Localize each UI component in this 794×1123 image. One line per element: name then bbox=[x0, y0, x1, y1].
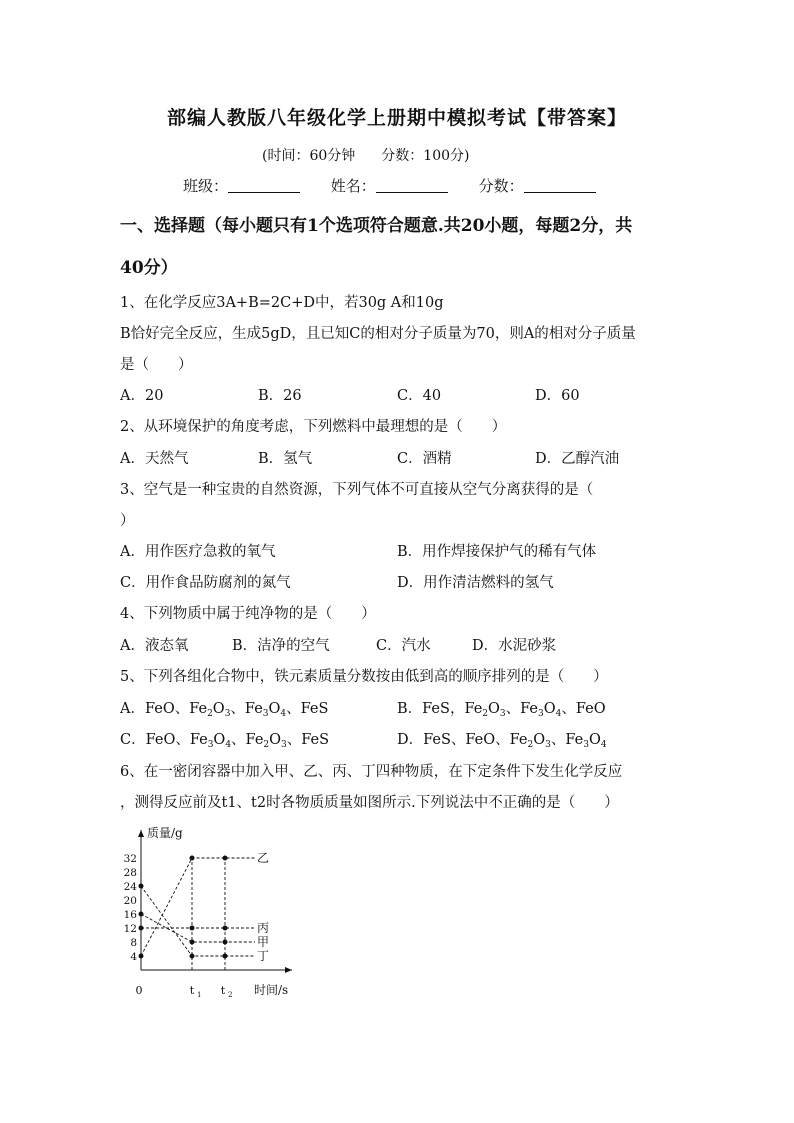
x-tick-sub: 2 bbox=[228, 991, 233, 999]
q2-option-c: C．酒精 bbox=[397, 451, 452, 467]
x-axis-title: 时间/s bbox=[254, 983, 289, 997]
q4-option-a: A．液态氧 bbox=[120, 638, 189, 654]
x-tick-label: t bbox=[189, 984, 195, 997]
data-point bbox=[190, 954, 195, 959]
x-axis-arrow bbox=[285, 967, 292, 973]
x-tick-sub: 1 bbox=[197, 991, 202, 999]
data-point bbox=[139, 954, 144, 959]
score-blank bbox=[524, 178, 596, 193]
y-tick-label: 24 bbox=[123, 881, 137, 893]
data-point bbox=[139, 884, 144, 889]
question-5-line1: 5、下列各组化合物中，铁元素质量分数按由低到高的顺序排列的是（ ） bbox=[120, 669, 608, 685]
question-3-line1: 3、空气是一种宝贵的自然资源，下列气体不可直接从空气分离获得的是（ bbox=[120, 482, 594, 498]
class-blank bbox=[228, 178, 300, 193]
q1-option-d: D．60 bbox=[535, 388, 580, 404]
y-tick-label: 8 bbox=[130, 937, 137, 949]
x-tick-label: 0 bbox=[135, 984, 143, 997]
y-tick-label: 16 bbox=[123, 909, 137, 921]
q5-option-b: B．FeS，$Fe_2O_3$、$Fe_3O_4$、FeO bbox=[397, 701, 606, 719]
section-title-line1: 一、选择题（每小题只有1个选项符合题意.共20小题，每题2分，共 bbox=[120, 216, 633, 236]
q5-option-a: A．FeO、$Fe_2O_3$、$Fe_3O_4$、FeS bbox=[120, 701, 329, 719]
name-field bbox=[331, 175, 448, 196]
data-point bbox=[190, 926, 195, 931]
y-tick-label: 32 bbox=[123, 853, 137, 865]
question-6-line2: ，测得反应前及t1、t2时各物质质量如图所示.下列说法中不正确的是（ ） bbox=[120, 795, 619, 811]
q3-option-c: C．用作食品防腐剂的氮气 bbox=[120, 575, 291, 591]
q4-option-c: C．汽水 bbox=[376, 638, 431, 654]
data-point bbox=[223, 856, 228, 861]
series-line bbox=[141, 858, 255, 956]
name-blank bbox=[376, 178, 448, 193]
data-point bbox=[223, 926, 228, 931]
question-4-line1: 4、下列物质中属于纯净物的是（ ） bbox=[120, 606, 376, 622]
class-label: 班级： bbox=[183, 177, 229, 195]
q1-option-a: A．20 bbox=[120, 388, 164, 404]
q3-option-b: B．用作焊接保护气的稀有气体 bbox=[397, 544, 597, 560]
x-tick-label: t bbox=[220, 984, 226, 997]
section-title-line2: 40分） bbox=[120, 258, 178, 278]
student-fields bbox=[183, 175, 622, 196]
series-label: 丁 bbox=[257, 949, 270, 963]
q4-option-d: D．水泥砂浆 bbox=[472, 638, 557, 654]
time-info: (时间：60分钟 bbox=[262, 148, 356, 164]
score-field bbox=[479, 175, 596, 196]
y-tick-label: 12 bbox=[123, 923, 137, 935]
q1-option-b: B．26 bbox=[258, 388, 302, 404]
question-1-line3: 是（ ） bbox=[120, 357, 193, 373]
exam-info bbox=[262, 145, 469, 165]
q3-option-a: A．用作医疗急救的氧气 bbox=[120, 544, 276, 560]
y-axis-title: 质量/g bbox=[147, 826, 183, 840]
q2-option-b: B．氢气 bbox=[258, 451, 313, 467]
score-label: 分数： bbox=[478, 177, 524, 195]
data-point bbox=[139, 912, 144, 917]
question-1-line1: 1、在化学反应3A+B=2C+D中，若30g A和10g bbox=[120, 295, 444, 311]
series-label: 乙 bbox=[257, 851, 270, 865]
name-label: 姓名： bbox=[330, 177, 376, 195]
q3-option-d: D．用作清洁燃料的氢气 bbox=[397, 575, 554, 591]
data-point bbox=[223, 940, 228, 945]
q2-option-d: D．乙醇汽油 bbox=[535, 451, 620, 467]
y-tick-label: 4 bbox=[130, 951, 137, 963]
data-point bbox=[139, 926, 144, 931]
class-field bbox=[183, 175, 300, 196]
data-point bbox=[190, 856, 195, 861]
q5-option-c: C．FeO、$Fe_3O_4$、$Fe_2O_3$、FeS bbox=[120, 732, 330, 750]
y-axis-arrow bbox=[138, 830, 144, 837]
score-info: 分数：100分) bbox=[381, 148, 470, 164]
q4-option-b: B．洁净的空气 bbox=[232, 638, 330, 654]
y-tick-label: 20 bbox=[123, 895, 137, 907]
data-point bbox=[190, 940, 195, 945]
question-6-line1: 6、在一密闭容器中加入甲、乙、丙、丁四种物质，在下定条件下发生化学反应 bbox=[120, 764, 623, 780]
question-1-line2: B恰好完全反应，生成5gD，且已知C的相对分子质量为70，则A的相对分子质量 bbox=[120, 326, 636, 342]
question-2-line1: 2、从环境保护的角度考虑，下列燃料中最理想的是（ ） bbox=[120, 419, 507, 435]
page-title: 部编人教版八年级化学上册期中模拟考试【带答案】 bbox=[166, 107, 627, 129]
y-tick-label: 28 bbox=[123, 867, 137, 879]
q5-option-d: D．FeS、FeO、$Fe_2O_3$、$Fe_3O_4$ bbox=[397, 732, 607, 750]
series-label: 丙 bbox=[257, 921, 270, 935]
q1-option-c: C．40 bbox=[397, 388, 442, 404]
data-point bbox=[223, 954, 228, 959]
question-3-line2: ） bbox=[120, 513, 135, 529]
series-line bbox=[141, 886, 255, 956]
series-label: 甲 bbox=[257, 935, 270, 949]
mass-time-chart bbox=[110, 820, 310, 1005]
q2-option-a: A．天然气 bbox=[120, 451, 189, 467]
